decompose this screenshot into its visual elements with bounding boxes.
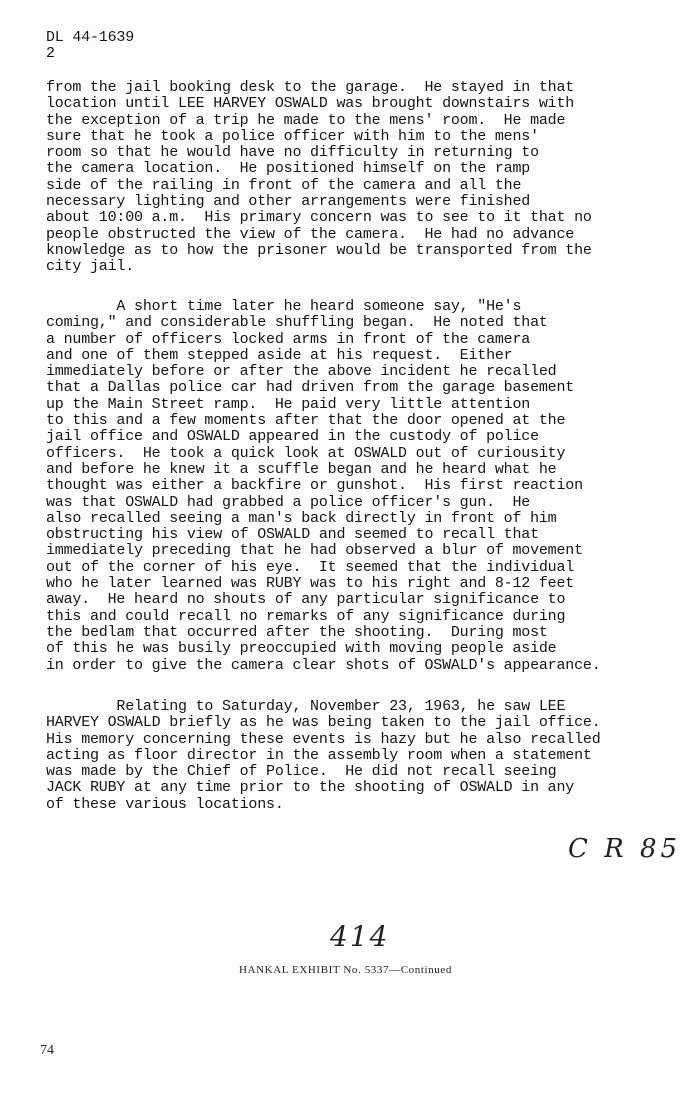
text-line: who he later learned was RUBY was to his right and 8-12 feet bbox=[46, 575, 575, 593]
file-number: DL 44-1639 bbox=[46, 29, 135, 46]
text-line: and before he knew it a scuffle began and he heard what he bbox=[46, 460, 557, 478]
document-header bbox=[46, 30, 134, 63]
text-line: the bedlam that occurred after the shooting. During most bbox=[46, 623, 548, 641]
text-line: this and could recall no remarks of any significance during bbox=[46, 607, 566, 625]
text-line: also recalled seeing a man's back directly in front of him bbox=[46, 509, 557, 527]
text-line: knowledge as to how the prisoner would be transported from the bbox=[46, 241, 592, 259]
text-line: the camera location. He positioned himself on the ramp bbox=[46, 160, 531, 178]
text-line: Relating to Saturday, November 23, 1963, he saw LEE bbox=[46, 698, 566, 715]
text-line: up the Main Street ramp. He paid very little attention bbox=[46, 395, 531, 413]
text-line: HARVEY OSWALD briefly as he was being taken to the jail office. bbox=[46, 714, 601, 732]
text-line: His memory concerning these events is hazy but he also recalled bbox=[46, 730, 601, 748]
text-line: A short time later he heard someone say, "He's bbox=[46, 298, 522, 315]
text-line: obstructing his view of OSWALD and seemed to recall that bbox=[46, 526, 539, 544]
text-line: that a Dallas police car had driven from the garage basement bbox=[46, 379, 575, 397]
text-line: and one of them stepped aside at his request. Either bbox=[46, 346, 513, 364]
text-line: of this he was busily preoccupied with moving people aside bbox=[46, 640, 557, 658]
handwritten-page-number: 414 bbox=[330, 920, 390, 953]
text-line: about 10:00 a.m. His primary concern was to see to it that no bbox=[46, 209, 592, 227]
text-line: room so that he would have no difficulty in returning to bbox=[46, 144, 539, 162]
text-line: from the jail booking desk to the garage. He stayed in that bbox=[46, 79, 575, 96]
text-line: away. He heard no shouts of any particular significance to bbox=[46, 591, 566, 609]
text-line: was made by the Chief of Police. He did not recall seeing bbox=[46, 763, 557, 781]
paragraph-2 bbox=[46, 299, 676, 674]
text-line: city jail. bbox=[46, 258, 135, 276]
text-line: thought was either a backfire or gunshot. His first reaction bbox=[46, 477, 583, 495]
text-line: the exception of a trip he made to the mens' room. He made bbox=[46, 111, 566, 129]
paragraph-3 bbox=[46, 699, 676, 813]
text-line: JACK RUBY at any time prior to the shooting of OSWALD in any bbox=[46, 779, 575, 797]
text-line: out of the corner of his eye. It seemed that the individual bbox=[46, 558, 575, 576]
exhibit-caption: HANKAL EXHIBIT No. 5337—Continued bbox=[239, 964, 452, 976]
text-line: immediately before or after the above incident he recalled bbox=[46, 363, 557, 381]
text-line: necessary lighting and other arrangements were finished bbox=[46, 193, 531, 211]
text-line: jail office and OSWALD appeared in the custody of police bbox=[46, 428, 539, 446]
text-line: location until LEE HARVEY OSWALD was brought downstairs with bbox=[46, 95, 575, 113]
paragraph-1 bbox=[46, 80, 676, 276]
text-line: officers. He took a quick look at OSWALD out of curiousity bbox=[46, 444, 566, 462]
text-line: was that OSWALD had grabbed a police officer's gun. He bbox=[46, 493, 531, 511]
text-line: in order to give the camera clear shots of OSWALD's appearance. bbox=[46, 656, 601, 674]
text-line: a number of officers locked arms in front of the camera bbox=[46, 330, 531, 348]
text-line: acting as floor director in the assembly room when a statement bbox=[46, 746, 592, 764]
text-line: of these various locations. bbox=[46, 795, 284, 813]
text-line: to this and a few moments after that the door opened at the bbox=[46, 412, 566, 430]
folio-number: 74 bbox=[40, 1043, 54, 1058]
text-line: people obstructed the view of the camera. He had no advance bbox=[46, 225, 575, 243]
page-number: 2 bbox=[46, 45, 55, 63]
text-line: coming," and considerable shuffling began. He noted that bbox=[46, 314, 548, 332]
text-line: side of the railing in front of the camera and all the bbox=[46, 176, 522, 194]
text-line: sure that he took a police officer with him to the mens' bbox=[46, 127, 539, 145]
text-line: immediately preceding that he had observed a blur of movement bbox=[46, 542, 583, 560]
handwritten-initials: C R 85 bbox=[568, 834, 682, 864]
